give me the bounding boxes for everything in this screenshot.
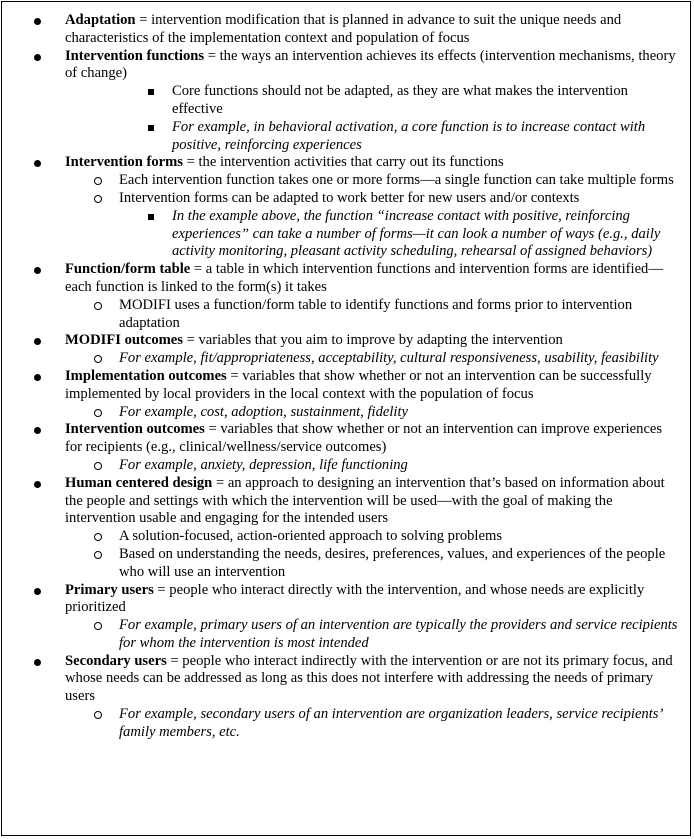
definition-text: = the intervention activities that carry out its functions [182,154,504,171]
sub-item [2,528,680,546]
sub-item-text: Based on understanding the needs, desires, preferences, values, and experiences of the people who will use an intervention [119,545,666,580]
sub-item [2,172,680,190]
filled-circle-bullet-icon [34,427,41,434]
definition-primary-users [2,582,680,618]
sub-item [2,190,680,208]
term: Secondary users [65,652,167,669]
glossary-list [2,12,680,742]
definition-modifi-outcomes [2,332,680,350]
term: Intervention forms [65,154,183,171]
hollow-circle-bullet-icon [94,533,102,541]
definition-intervention-functions [2,48,680,84]
filled-square-bullet-icon [148,89,154,95]
term: Intervention outcomes [65,421,205,438]
hollow-circle-bullet-icon [94,177,102,185]
definition-implementation-outcomes [2,368,680,404]
definition-intervention-outcomes [2,421,680,457]
term: MODIFI outcomes [65,332,183,349]
example-item [2,404,680,422]
filled-circle-bullet-icon [34,267,41,274]
example-item [2,617,680,653]
filled-circle-bullet-icon [34,588,41,595]
term: Adaptation [65,12,136,28]
example-item [2,350,680,368]
definition-function-form-table [2,261,680,297]
sub-item-text: MODIFI uses a function/form table to identify functions and forms prior to intervention adaptation [119,296,633,331]
definition-text: = people who interact indirectly with the intervention or are not its primary focus, and whose needs can be addressed as long as this does not interfere with addressing the needs of primary users [65,652,673,705]
example-item [2,119,680,155]
filled-circle-bullet-icon [34,659,41,666]
filled-circle-bullet-icon [34,481,41,488]
sub-item [2,297,680,333]
sub-item [2,546,680,582]
definition-text: = intervention modification that is planned in advance to suit the unique needs and characteristics of the implementation context and population of focus [65,12,622,46]
hollow-circle-bullet-icon [94,551,102,559]
example-text: In the example above, the function “increase contact with positive, reinforcing experiences” can take a number of forms—it can look a number of ways (e.g., daily activity monitoring, pleasant activity scheduling, rehearsal of assigned behaviors) [172,207,661,260]
filled-circle-bullet-icon [34,18,41,25]
filled-circle-bullet-icon [34,54,41,61]
hollow-circle-bullet-icon [94,622,102,630]
example-item [2,457,680,475]
example-item [2,208,680,261]
definition-text: = people who interact directly with the intervention, and whose needs are explicitly prioritized [65,581,645,616]
definition-intervention-forms [2,154,680,172]
hollow-circle-bullet-icon [94,409,102,417]
definition-text: = variables that show whether or not an intervention can improve experiences for recipients (e.g., clinical/wellness/service outcomes) [65,421,663,456]
example-text: For example, cost, adoption, sustainment, fidelity [119,403,408,420]
filled-circle-bullet-icon [34,338,41,345]
example-text: For example, secondary users of an intervention are organization leaders, service recipients’ family members, etc. [119,706,662,740]
definition-text: = variables that you aim to improve by adapting the intervention [182,332,563,349]
example-text: For example, fit/appropriateness, acceptability, cultural responsiveness, usability, feasibility [119,350,659,367]
sub-item-text: Each intervention function takes one or more forms—a single function can take multiple forms [119,172,674,189]
definition-text: = an approach to designing an intervention that’s based on information about the people and settings with which the intervention will be used—with the goal of making the intervention usable and engaging for the intended users [65,474,665,527]
filled-circle-bullet-icon [34,374,41,381]
hollow-circle-bullet-icon [94,462,102,470]
filled-circle-bullet-icon [34,160,41,167]
sub-item-text: Core functions should not be adapted, as they are what makes the intervention effective [172,83,628,117]
definition-secondary-users [2,653,680,706]
definition-text: = a table in which intervention functions and intervention forms are identified—each function is linked to the form(s) it takes [65,261,663,295]
hollow-circle-bullet-icon [94,302,102,310]
hollow-circle-bullet-icon [94,355,102,363]
sub-item-text: Intervention forms can be adapted to work better for new users and/or contexts [119,189,580,206]
definition-text: = variables that show whether or not an intervention can be successfully implemented by local providers in the local context with the population of focus [65,367,652,402]
filled-square-bullet-icon [148,125,154,131]
sub-item [2,83,680,119]
example-text: For example, in behavioral activation, a core function is to increase contact with positive, reinforcing experiences [172,118,646,153]
hollow-circle-bullet-icon [94,711,102,719]
term: Function/form table [65,261,191,278]
term: Human centered design [65,474,213,491]
example-item [2,706,680,742]
term: Intervention functions [65,47,205,64]
definition-text: = the ways an intervention achieves its effects (intervention mechanisms, theory of change) [65,47,676,82]
glossary-box [1,1,691,836]
definition-human-centered-design [2,475,680,528]
example-text: For example, anxiety, depression, life functioning [119,456,408,473]
sub-item-text: A solution-focused, action-oriented approach to solving problems [119,528,503,545]
example-text: For example, primary users of an intervention are typically the providers and service recipients for whom the intervention is most intended [119,617,678,651]
filled-square-bullet-icon [148,214,154,220]
definition-adaptation [2,12,680,48]
hollow-circle-bullet-icon [94,195,102,203]
term: Implementation outcomes [65,367,227,384]
term: Primary users [65,581,154,598]
